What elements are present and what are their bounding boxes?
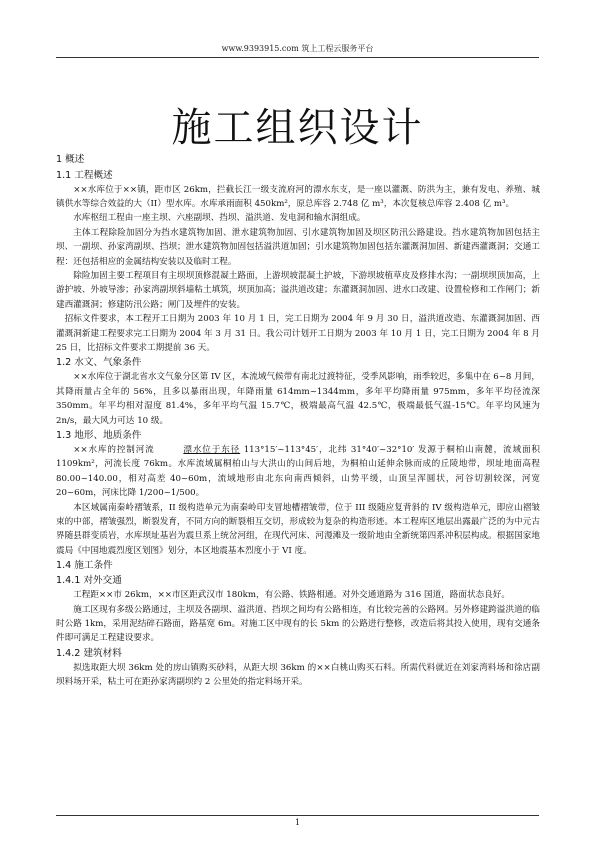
- section-heading-1-2: 1.2 水文、气象条件: [56, 357, 142, 369]
- paragraph-1-4-2-a: 拟选取距大坝 36km 处的房山镇购买砂料，从距大坝 36km 的××白桃山购买石料。所需代料就近在刘家湾料场和徐店副坝料场开采，粘土可在距孙家湾副坝约 2 公里处的指定料场开采。: [56, 662, 540, 688]
- section-heading-1-4: 1.4 施工条件: [56, 560, 113, 572]
- section-heading-1-3: 1.3 地形、地质条件: [56, 430, 142, 441]
- document-title: 施工组织设计: [171, 105, 424, 151]
- paragraph-1-1-d: 除险加固主要工程项目有主坝坝顶修混凝土路面，上游坝坡混凝土护坡，下游坝坡植草皮及修排水沟；一副坝坝顶加高，上游护坡、外坡导渗；孙家湾副坝斜墙粘土填筑，坝顶加高；溢洪道改建；东灌溉洞加固、进水口改建、设置检修和工作闸门；新建西灌溉洞；修建防汛公路；闸门及埋件的安装。: [56, 270, 540, 310]
- document-body: [56, 153, 540, 690]
- paragraph-1-3-a-part3: 113°15′~113°45′，北纬 31°40′~32°10′ 发源于桐柏山南麓，流域面积 1109km²，河流长度 76km。水库流域属桐柏山与大洪山的山间后地，为桐柏山延伸余脉而成的丘陵地带，坝址地面高程 80.00~140.00，相对高差 40~60m，流域地形由北东向南西倾斜，山势平缓，山顶呈浑圆状，河谷切割较深，河宽 20~60m，河床比降 1/200~1/500。: [56, 445, 540, 499]
- section-heading-1-4-2: 1.4.2 建筑材料: [56, 647, 122, 659]
- paragraph-1-1-e: 招标文件要求，本工程开工日期为 2003 年 10 月 1 日，完工日期为 2004 年 9 月 30 日，溢洪道改造、东灌溉洞加固、西灌溉洞新建工程要求完工日期为 2004 年 3 月 31 日。我公司计划开工日期为 2003 年 10 月 1 日，完工日期为 2004 年 8 月 25 日，比招标文件要求工期提前 36 天。: [56, 314, 540, 353]
- page-header: www.9393915.com 筑上工程云服务平台: [221, 44, 374, 53]
- paragraph-1-3-b: 本区域属南秦岭褶皱系，II 级构造单元为南秦岭印支冒地槽褶皱带，位于 III 级随应复背斜的 IV 级构造单元，即应山褶皱束的中部，褶皱强烈，断裂发育，不同方向的断裂相互交切，形成较为复杂的构造形迹。本工程库区地层出露最广泛的为中元古界随县群变质岩，水库坝址基岩为震旦系上统岔河组，在现代河床、河漫滩及一级阶地由全新统第四系冲积层构成。根据国家地震局《中国地震烈度区划图》划分，本区地震基本烈度小于 VI 度。: [56, 502, 540, 556]
- paragraph-1-3-a: [56, 443, 540, 501]
- paragraph-1-1-c: 主体工程除险加固分为挡水建筑物加固、泄水建筑物加固、引水建筑物加固及坝区防汛公路建设。挡水建筑物加固包括主坝、一副坝、孙家湾副坝、挡坝；泄水建筑物加固包括溢洪道加固；引水建筑物加固包括东灌溉洞加固、新建西灌溉洞；交通工程：还包括相应的金属结构安装以及临时工程。: [56, 227, 540, 267]
- paragraph-1-4-1-a: 工程距××市 26km，××市区距武汉市 180km，有公路、铁路相通。对外交通道路为 316 国道，路面状态良好。: [73, 590, 510, 601]
- paragraph-1-1-b: 水库枢纽工程由一座主坝、六座副坝、挡坝、溢洪道、发电洞和输水洞组成。: [73, 213, 366, 224]
- section-heading-1: 1 概述: [56, 154, 85, 165]
- paragraph-1-4-1-b: 施工区现有多级公路通过，主坝及各副坝、溢洪道、挡坝之间均有公路相连，有比较完善的公路网。另外修建跨溢洪道的临时公路 1km，采用泥结碎石路面，路基宽 6m。对施工区中现有的长 5km 的公路进行整修，改造后将其投入使用，现有交通条件即可满足工程建设要求。: [56, 604, 540, 644]
- footer-rule: [56, 815, 539, 816]
- page-number: 1: [294, 818, 301, 827]
- paragraph-1-3-a-part1: ××水库的控制河流: [73, 445, 155, 455]
- paragraph-1-3-a-part2: 漂水位于东径: [183, 445, 241, 455]
- header-rule: [56, 57, 539, 58]
- paragraph-1-2-a: ××水库位于湖北省水文气象分区第 IV 区，本流域气候带有南北过渡特征，受季风影响，雨季较迟，多集中在 6~8 月间，其降雨量占全年的 56%，且多以暴雨出现，年降雨量 614mm~1344mm，多年平均降雨量 975mm，多年平均径流深 350mm。年平均相对湿度 81.4%，多年平均气温 15.7℃，极端最高气温 42.5℃，极端最低气温-15℃。年平均风速为 2n/s，最大风力可达 10 级。: [56, 372, 540, 426]
- section-heading-1-4-1: 1.4.1 对外交通: [56, 575, 122, 587]
- section-heading-1-1: 1.1 工程概述: [56, 169, 113, 181]
- paragraph-1-1-a: ××水库位于××镇，距市区 26km，拦截长江一级支流府河的漂水东支，是一座以灌溉、防洪为主，兼有发电、养殖、城镇供水等综合效益的大（II）型水库。水库承雨面积 450km²，原总库容 2.748 亿 m³，本次复核总库容 2.408 亿 m³。: [56, 184, 540, 209]
